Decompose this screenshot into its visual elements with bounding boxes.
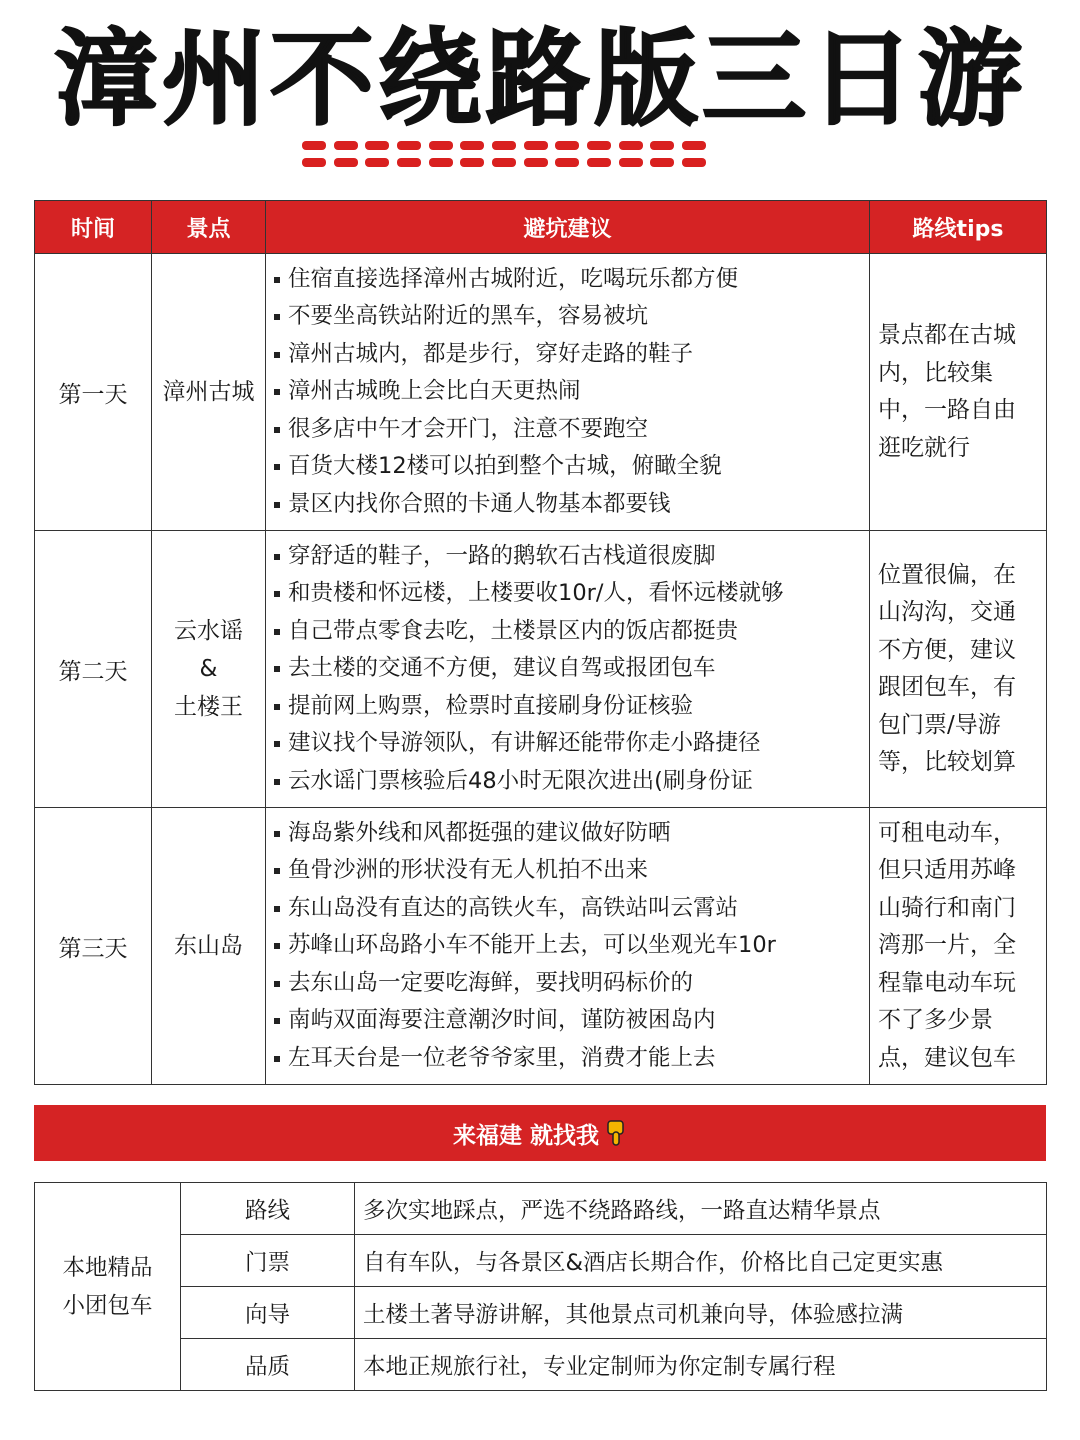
- advice-item: 很多店中午才会开门，注意不要跑空: [274, 411, 869, 449]
- spot-cell: [152, 808, 266, 1085]
- advice-item: 去东山岛一定要吃海鲜，要找明码标价的: [274, 965, 869, 1003]
- dash-decoration-top: [302, 141, 706, 150]
- route-line: 中，一路自由: [878, 397, 1016, 423]
- service-key: 路线: [181, 1183, 355, 1235]
- page-title: 漳州不绕路版三日游: [53, 18, 1026, 140]
- spot-line: 云水谣: [174, 618, 243, 644]
- advice-item: 左耳天台是一位老爷爷家里，消费才能上去: [274, 1040, 869, 1078]
- advice-item: 不要坐高铁站附近的黑车，容易被坑: [274, 298, 869, 336]
- advice-item: 建议找个导游领队，有讲解还能带你走小路捷径: [274, 725, 869, 763]
- advice-item: 景区内找你合照的卡通人物基本都要钱: [274, 486, 869, 524]
- route-line: 可租电动车，: [878, 819, 1016, 846]
- spot-line: &: [199, 656, 218, 682]
- spot-cell: [152, 531, 266, 808]
- header-spot: 景点: [152, 201, 266, 254]
- route-tips-cell: [870, 254, 1047, 531]
- advice-item: 提前网上购票，检票时直接刷身份证核验: [274, 688, 869, 726]
- advice-item: 住宿直接选择漳州古城附近，吃喝玩乐都方便: [274, 261, 869, 299]
- service-value: 多次实地踩点，严选不绕路路线，一路直达精华景点: [355, 1183, 1047, 1235]
- route-line: 点，建议包车: [878, 1044, 1016, 1071]
- advice-cell: [266, 531, 870, 808]
- spot-line: 土楼王: [174, 694, 243, 720]
- advice-item: 百货大楼12楼可以拍到整个古城，俯瞰全貌: [274, 448, 869, 486]
- route-line: 内，比较集: [878, 359, 993, 386]
- advice-item: 漳州古城晚上会比白天更热闹: [274, 373, 869, 411]
- route-line: 跟团包车，有: [878, 674, 1016, 700]
- route-line: 包门票/导游: [878, 711, 1001, 738]
- advice-item: 苏峰山环岛路小车不能开上去，可以坐观光车10r: [274, 927, 869, 965]
- spot-line: 东山岛: [174, 933, 243, 959]
- advice-item: 穿舒适的鞋子，一路的鹅软石古栈道很废脚: [274, 538, 869, 576]
- service-label-line: 小团包车: [62, 1292, 153, 1319]
- service-label-cell: [35, 1183, 181, 1391]
- spot-cell: [152, 254, 266, 531]
- pointing-down-hand-icon: [605, 1119, 627, 1147]
- advice-item: 南屿双面海要注意潮汐时间，谨防被困岛内: [274, 1002, 869, 1040]
- day-cell: 第一天: [35, 254, 152, 531]
- route-line: 不方便，建议: [878, 636, 1016, 663]
- header-route-tips: 路线tips: [870, 201, 1047, 254]
- advice-item: 云水谣门票核验后48小时无限次进出(刷身份证: [274, 763, 869, 801]
- route-line: 但只适用苏峰: [878, 857, 1016, 884]
- table-row: [35, 1339, 1047, 1391]
- table-row: [35, 1287, 1047, 1339]
- header-time: 时间: [35, 201, 152, 254]
- header-advice: 避坑建议: [266, 201, 870, 254]
- advice-cell: [266, 254, 870, 531]
- advice-item: 和贵楼和怀远楼，上楼要收10r/人，看怀远楼就够: [274, 575, 869, 613]
- service-label-line: 本地精品: [62, 1254, 153, 1281]
- advice-item: 去土楼的交通不方便，建议自驾或报团包车: [274, 650, 869, 688]
- table-row: [35, 1235, 1047, 1287]
- route-line: 逛吃就行: [878, 434, 970, 461]
- table-row: [35, 531, 1047, 808]
- route-line: 景点都在古城: [878, 322, 1016, 348]
- day-cell: 第二天: [35, 531, 152, 808]
- advice-cell: [266, 808, 870, 1085]
- route-tips-cell: [870, 531, 1047, 808]
- service-key: 向导: [181, 1287, 355, 1339]
- service-key: 品质: [181, 1339, 355, 1391]
- service-value: 本地正规旅行社，专业定制师为你定制专属行程: [355, 1339, 1047, 1391]
- route-line: 湾那一片，全: [878, 932, 1016, 959]
- advice-item: 东山岛没有直达的高铁火车，高铁站叫云霄站: [274, 890, 869, 928]
- table-row: [35, 1183, 1047, 1235]
- route-line: 山沟沟，交通: [878, 599, 1016, 625]
- service-table: [34, 1182, 1047, 1391]
- route-line: 等，比较划算: [878, 749, 1016, 775]
- route-line: 位置很偏，在: [878, 561, 1016, 588]
- route-line: 不了多少景: [878, 1007, 993, 1034]
- dash-decoration-bottom: [302, 158, 706, 167]
- contact-banner: [34, 1105, 1046, 1161]
- advice-item: 自己带点零食去吃，土楼景区内的饭店都挺贵: [274, 613, 869, 651]
- route-tips-cell: [870, 808, 1047, 1085]
- day-cell: 第三天: [35, 808, 152, 1085]
- itinerary-table: [34, 200, 1047, 1085]
- advice-item: 漳州古城内，都是步行，穿好走路的鞋子: [274, 336, 869, 374]
- advice-item: 鱼骨沙洲的形状没有无人机拍不出来: [274, 852, 869, 890]
- table-row: [35, 808, 1047, 1085]
- banner-text: 来福建 就找我: [452, 1122, 599, 1149]
- route-line: 山骑行和南门: [878, 894, 1016, 921]
- spot-line: 漳州古城: [162, 379, 255, 405]
- service-value: 自有车队，与各景区&酒店长期合作，价格比自己定更实惠: [355, 1235, 1047, 1287]
- advice-item: 海岛紫外线和风都挺强的建议做好防晒: [274, 815, 869, 853]
- table-row: [35, 254, 1047, 531]
- service-value: 土楼土著导游讲解，其他景点司机兼向导，体验感拉满: [355, 1287, 1047, 1339]
- service-key: 门票: [181, 1235, 355, 1287]
- route-line: 程靠电动车玩: [878, 969, 1016, 996]
